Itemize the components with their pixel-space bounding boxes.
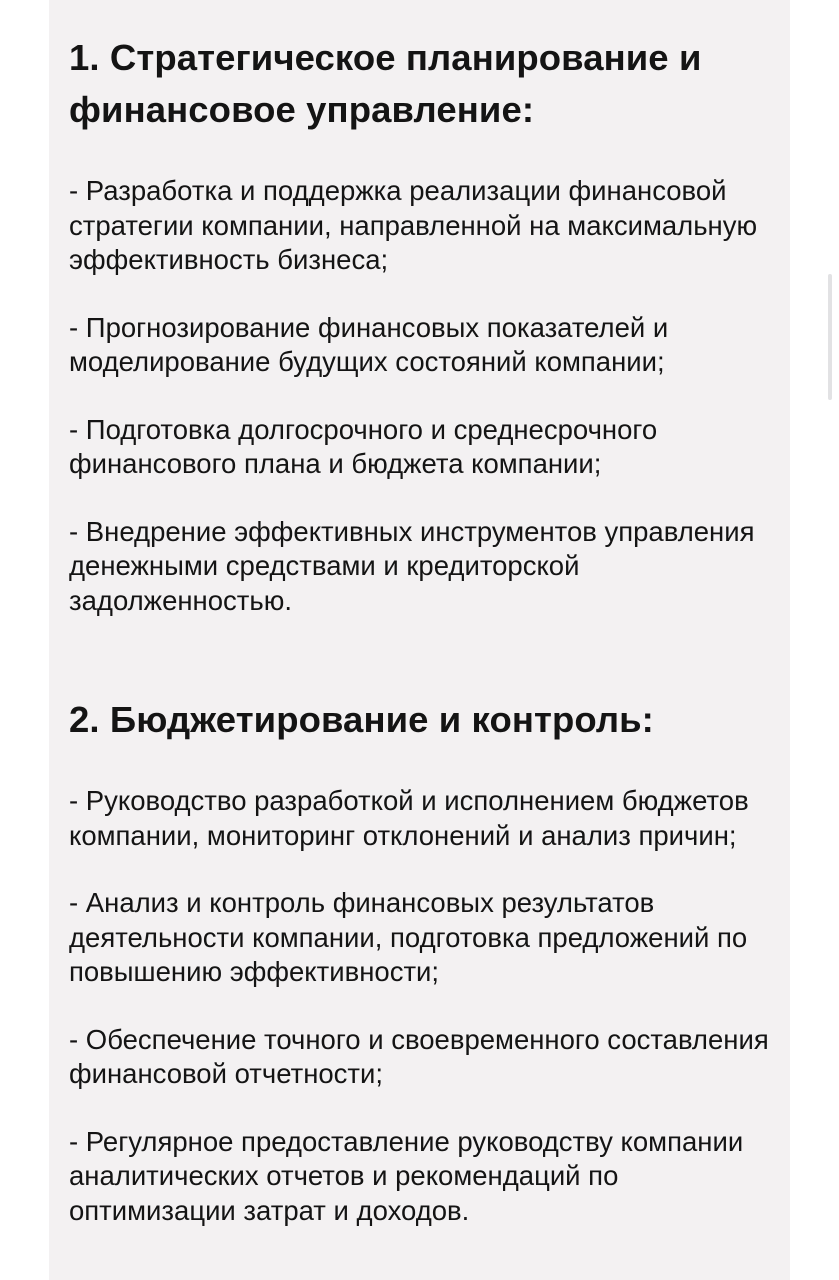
section-title-strategic-planning: 1. Стратегическое планирование и финансовое управление: bbox=[69, 37, 702, 130]
list-item: - Разработка и поддержка реализации финансовой стратегии компании, направленной на максимальную эффективность бизнеса; bbox=[69, 175, 758, 275]
section-title-budgeting-control: 2. Бюджетирование и контроль: bbox=[69, 699, 654, 740]
list-item: - Анализ и контроль финансовых результатов деятельности компании, подготовка предложений по повышению эффективности; bbox=[69, 887, 748, 987]
list-item: - Подготовка долгосрочного и среднесрочного финансового плана и бюджета компании; bbox=[69, 413, 658, 479]
list-item: - Внедрение эффективных инструментов управления денежными средствами и кредиторской задолженностью. bbox=[69, 515, 755, 616]
list-item: - Руководство разработкой и исполнением бюджетов компании, мониторинг отклонений и анализ причин; bbox=[69, 785, 749, 851]
list-item: - Обеспечение точного и своевременного составления финансовой отчетности; bbox=[69, 1023, 769, 1089]
list-item: - Регулярное предоставление руководству компании аналитических отчетов и рекомендаций по оптимизации затрат и доходов. bbox=[69, 1125, 744, 1226]
scrollbar[interactable] bbox=[828, 274, 832, 400]
list-item: - Прогнозирование финансовых показателей и моделирование будущих состояний компании; bbox=[69, 311, 669, 377]
document-content bbox=[69, 0, 781, 1228]
